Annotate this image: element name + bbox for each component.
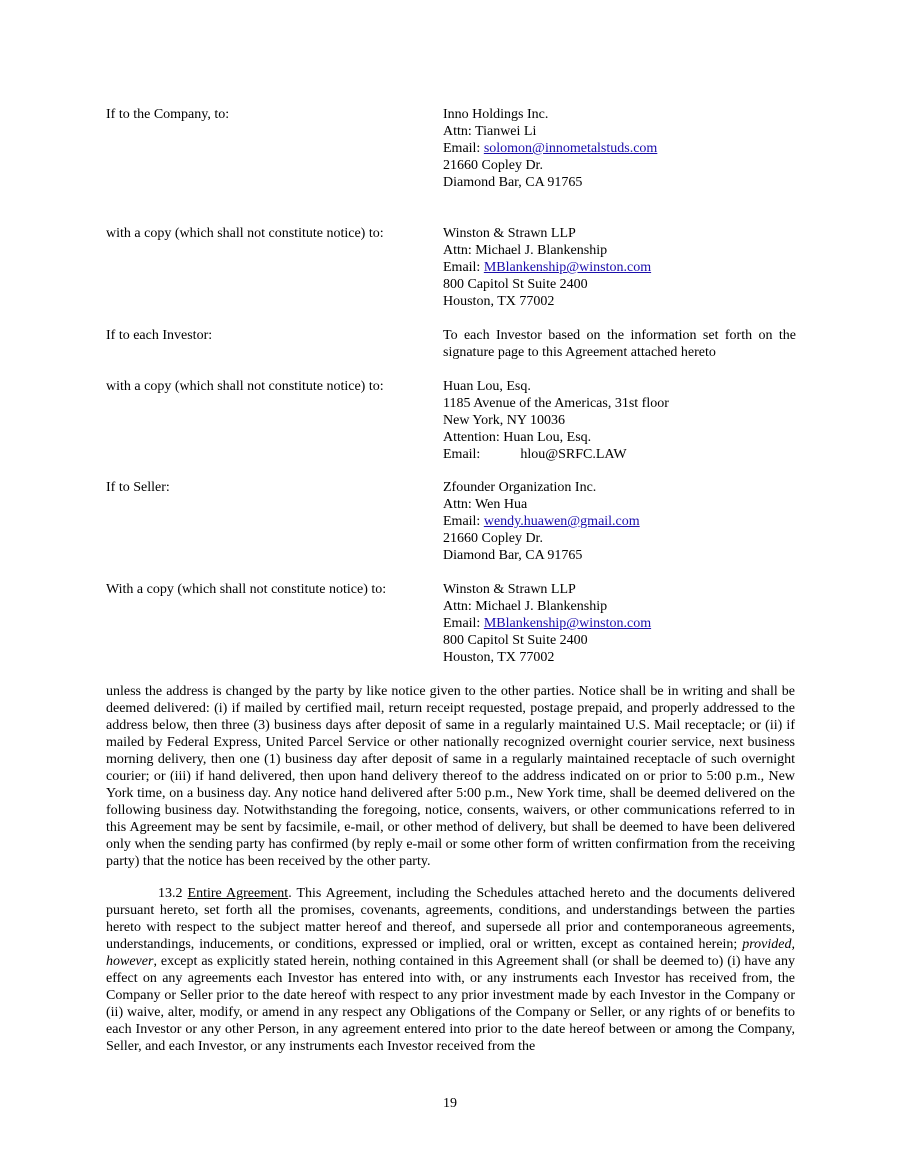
email-link[interactable]: MBlankenship@winston.com xyxy=(483,260,652,275)
notice-address xyxy=(443,581,796,666)
email-line xyxy=(443,259,796,276)
notice-block-investor xyxy=(106,327,796,363)
notice-address xyxy=(443,225,796,310)
notice-label: with a copy (which shall not constitute notice) to: xyxy=(106,226,384,241)
section-number: 13.2 xyxy=(158,886,183,901)
email-address: hlou@SRFC.LAW xyxy=(520,447,627,462)
address-line: Diamond Bar, CA 91765 xyxy=(443,548,583,563)
notice-block-investor-copy xyxy=(106,378,796,468)
email-link[interactable]: solomon@innometalstuds.com xyxy=(483,141,658,156)
notice-address xyxy=(443,479,796,564)
email-line xyxy=(443,513,796,530)
email-line xyxy=(443,615,796,632)
email-prefix: Email: xyxy=(443,447,481,462)
notice-address xyxy=(443,378,796,463)
section-heading: Entire Agreement xyxy=(187,886,289,901)
notice-paragraph: unless the address is changed by the party by like notice given to the other parties. Notice shall be in writing and shall be deemed delivered: (i) if mailed by certified mail, return receipt requested, postage prepaid, and properly addressed to the address below, then three (3) business days after deposit of same in a regularly maintained U.S. Mail receptacle; or (ii) if mailed by Federal Express, United Parcel Service or other nationally recognized overnight courier service, next business morning delivery, then one (1) business day after deposit of same in a regularly maintained receptacle of such overnight courier; or (iii) if hand delivered, then upon hand delivery thereof to the address indicated on or prior to 5:00 p.m., New York time, on a business day. Any notice hand delivered after 5:00 p.m., New York time, shall be deemed delivered on the following business day. Notwithstanding the foregoing, notice, consents, waivers, or other communications referred to in this Agreement may be sent by facsimile, e-mail, or other method of delivery, but shall be deemed to have been delivered only when the sending party has confirmed (by reply e-mail or some other form of written confirmation from the receiving party) that the notice has been received by the other party. xyxy=(106,684,795,869)
notice-block-seller-copy xyxy=(106,581,796,671)
address-line: 800 Capitol St Suite 2400 xyxy=(443,633,588,648)
notice-address: To each Investor based on the information set forth on the signature page to this Agreement attached hereto xyxy=(443,328,796,360)
address-line: Winston & Strawn LLP xyxy=(443,582,576,597)
address-line: 21660 Copley Dr. xyxy=(443,158,543,173)
address-line: 800 Capitol St Suite 2400 xyxy=(443,277,588,292)
address-line: Houston, TX 77002 xyxy=(443,294,555,309)
email-link[interactable]: wendy.huawen@gmail.com xyxy=(483,514,640,529)
notice-label: With a copy (which shall not constitute notice) to: xyxy=(106,582,387,597)
notice-label: If to Seller: xyxy=(106,480,170,495)
address-line: Huan Lou, Esq. xyxy=(443,379,531,394)
email-line xyxy=(443,140,796,157)
notice-label: If to the Company, to: xyxy=(106,107,230,122)
notice-block-seller xyxy=(106,479,796,569)
section-proviso: provided, however xyxy=(106,937,795,969)
page-number: 19 xyxy=(443,1096,457,1111)
email-link[interactable]: MBlankenship@winston.com xyxy=(483,616,652,631)
address-line: Attn: Michael J. Blankenship xyxy=(443,243,608,258)
email-prefix: Email: xyxy=(443,616,484,631)
notice-block-company xyxy=(106,106,796,196)
address-line: Houston, TX 77002 xyxy=(443,650,555,665)
address-line: Attn: Michael J. Blankenship xyxy=(443,599,608,614)
section-text-continued: , except as explicitly stated herein, nothing contained in this Agreement shall (or shall be deemed to) (i) have any effect on any agreements each Investor has entered into with, or any instruments each Investor has received from, the Company or Seller prior to the date hereof with respect to any prior investment made by each Investor in the Company or (ii) waive, alter, modify, or amend in any respect any Obligations of the Company or Seller, or any rights of or benefits to each Investor or any other Person, in any agreement entered into prior to the date hereof between or among the Company, Seller, and each Investor, or any instruments each Investor received from the xyxy=(106,954,795,1054)
address-line: New York, NY 10036 xyxy=(443,413,565,428)
email-prefix: Email: xyxy=(443,260,484,275)
email-prefix: Email: xyxy=(443,141,484,156)
address-line: Attention: Huan Lou, Esq. xyxy=(443,430,592,445)
notice-block-company-copy xyxy=(106,225,796,315)
notice-address xyxy=(443,106,796,191)
address-line: Winston & Strawn LLP xyxy=(443,226,576,241)
email-line xyxy=(443,446,796,463)
notice-label: with a copy (which shall not constitute notice) to: xyxy=(106,379,384,394)
address-line: Attn: Wen Hua xyxy=(443,497,528,512)
address-line: 21660 Copley Dr. xyxy=(443,531,543,546)
email-prefix: Email: xyxy=(443,514,484,529)
address-line: 1185 Avenue of the Americas, 31st floor xyxy=(443,396,669,411)
address-line: Diamond Bar, CA 91765 xyxy=(443,175,583,190)
address-line: Inno Holdings Inc. xyxy=(443,107,549,122)
section-text: . This Agreement, including the Schedules attached hereto and the documents delivered pursuant hereto, set forth all the promises, covenants, agreements, conditions, and understandings between the parties hereto with respect to the subject matter hereof and thereof, and supersede all prior and contemporaneous agreements, understandings, inducements, or conditions, expressed or implied, oral or written, except as contained herein; xyxy=(106,886,795,952)
section-13-2-paragraph xyxy=(106,885,795,1055)
address-line: Attn: Tianwei Li xyxy=(443,124,537,139)
notice-label: If to each Investor: xyxy=(106,328,213,343)
address-line: Zfounder Organization Inc. xyxy=(443,480,597,495)
